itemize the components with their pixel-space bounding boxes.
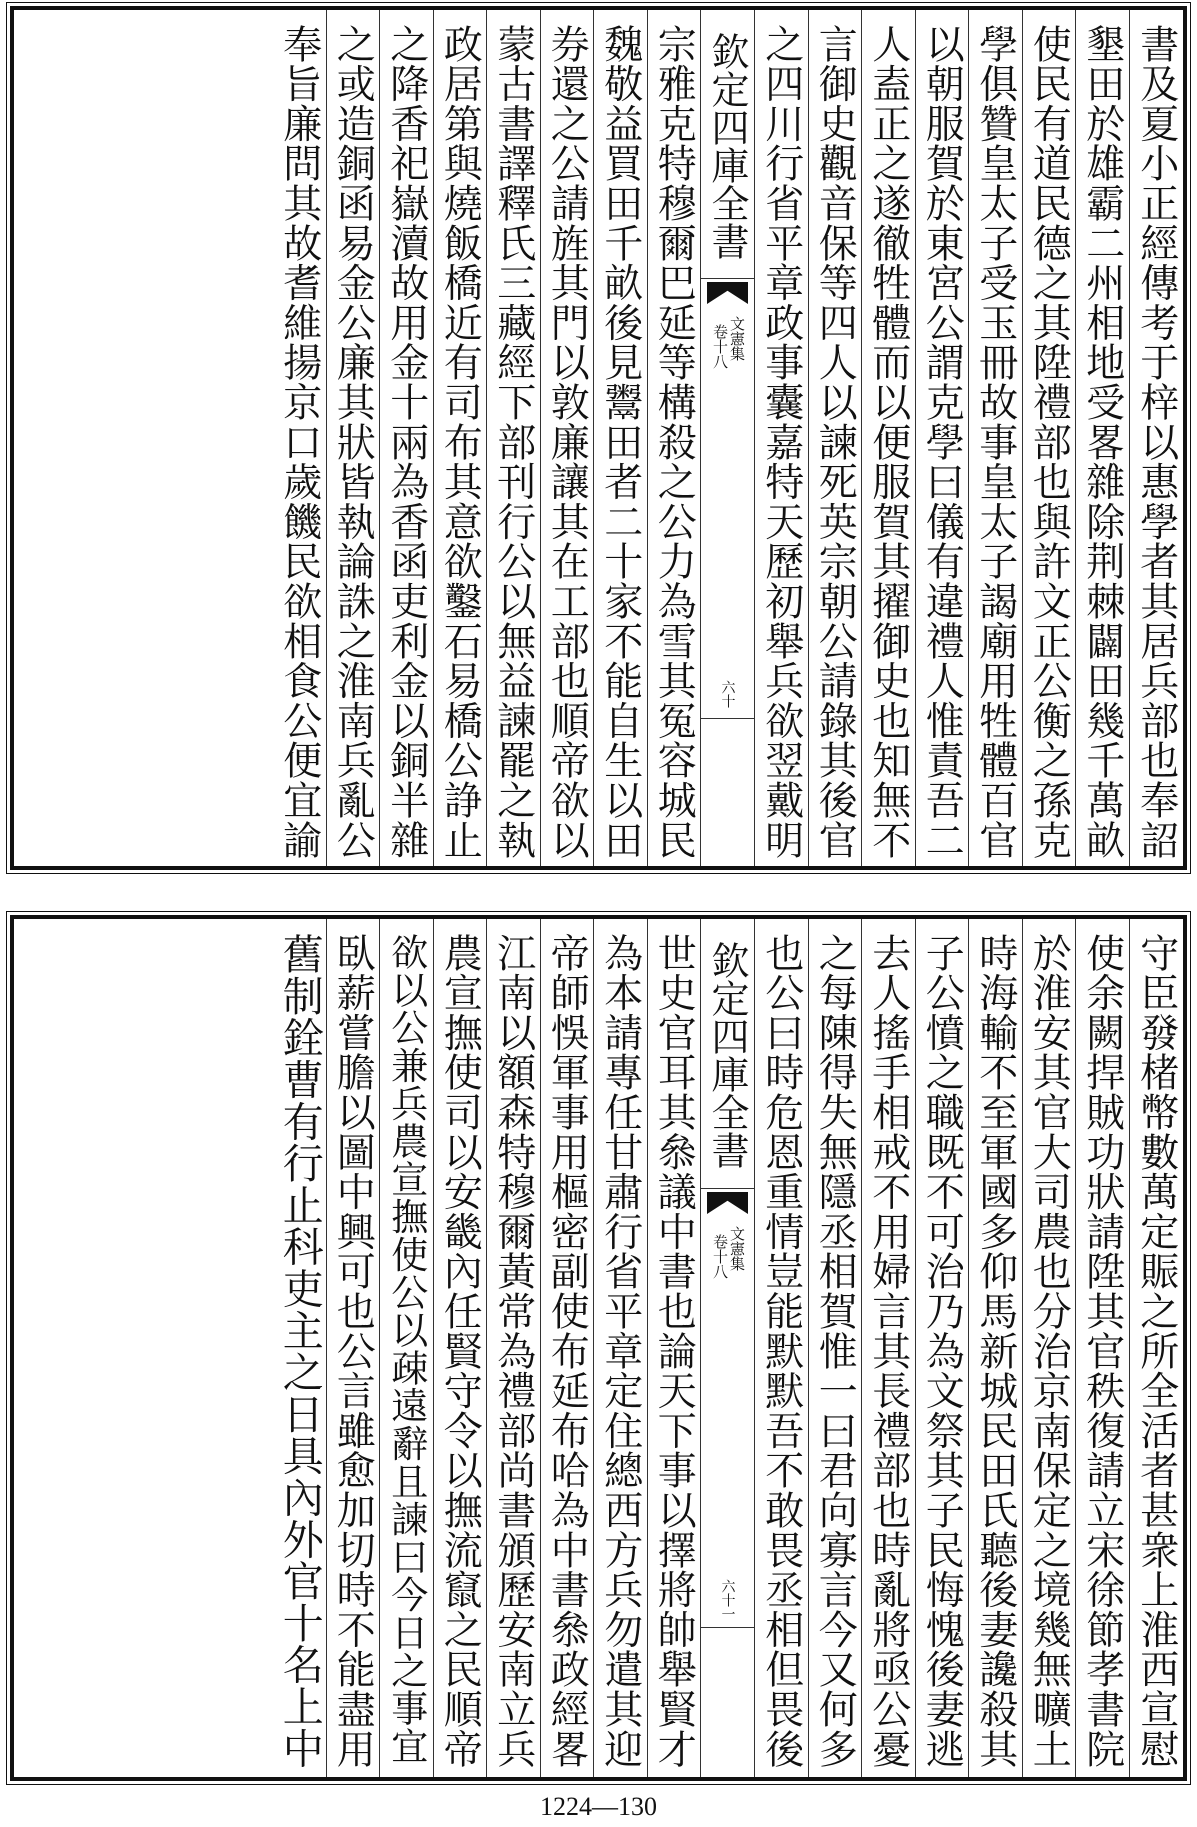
column-text: 守臣發楮幣數萬定賑之所全活者甚衆上淮西宣慰: [1133, 933, 1179, 1769]
column-text: 之每陳得失無隱丞相賀惟一曰君向寡言今又何多: [812, 933, 858, 1769]
text-column: [1023, 919, 1077, 1777]
center-title: 欽定四庫全書: [705, 941, 749, 1169]
text-column: [1130, 10, 1184, 866]
center-page-number: 六十一: [719, 1579, 736, 1621]
center-volume: 卷十八: [711, 324, 729, 369]
text-column: [755, 919, 809, 1777]
text-column: [1076, 10, 1130, 866]
text-column: [380, 919, 434, 1777]
column-text: 之四川行省平章政事囊嘉特天歷初舉兵欲翌戴明: [758, 24, 804, 860]
text-column: [541, 919, 595, 1777]
column-text: 使民有道民德之其陞禮部也與許文正公衡之孫克: [1026, 24, 1072, 860]
column-text: 墾田於雄霸二州相地受畧雜除荆棘闢田幾千萬畝: [1079, 24, 1125, 860]
text-column: [809, 10, 863, 866]
center-fold-column: [701, 919, 755, 1777]
text-column: [1130, 919, 1184, 1777]
text-column: [594, 10, 648, 866]
column-text: 於淮安其官大司農也分治京南保定之境幾無曠土: [1026, 933, 1072, 1769]
center-divider: [701, 718, 754, 719]
fish-tail-icon: [707, 282, 748, 304]
text-column: [434, 919, 488, 1777]
column-text: 政居第與燒飯橋近有司布其意欲鑿石易橋公諍止: [437, 24, 483, 860]
text-column: [273, 10, 327, 866]
column-text: 學俱贊皇太子受玉冊故事皇太子謁廟用牲體百官: [972, 24, 1018, 860]
column-text: 農宣撫使司以安畿內任賢守令以撫流竄之民順帝: [437, 933, 483, 1769]
text-column: [862, 919, 916, 1777]
center-fold-column: [701, 10, 755, 866]
text-column: [380, 10, 434, 866]
top-page-frame: [10, 6, 1187, 870]
column-text: 為本請專任甘肅行省平章定住總西方兵勿遣其迎: [597, 933, 643, 1769]
top-page-columns: [14, 10, 1183, 866]
fish-tail-icon: [707, 1192, 748, 1214]
column-text: 之或造銅函易金公廉其狀皆執論誅之淮南兵亂公: [330, 24, 376, 860]
center-title: 欽定四庫全書: [705, 32, 749, 260]
column-text: 時海輸不至軍國多仰馬新城民田氏聽後妻讒殺其: [972, 933, 1018, 1769]
column-text: 蒙古書譯釋氏三藏經下部刊行公以無益諫罷之執: [490, 24, 536, 860]
text-column: [594, 919, 648, 1777]
column-text: 也公曰時危恩重情豈能默默吾不敢畏丞相但畏後: [758, 933, 804, 1769]
column-text: 魏敬益買田千畝後見鬻田者二十家不能自生以田: [597, 24, 643, 860]
bottom-page-columns: [14, 919, 1183, 1777]
text-column: [648, 919, 702, 1777]
column-text: 舊制銓曹有行止科吏主之日具內外官十名上中: [275, 933, 324, 1769]
column-text: 人盍正之遂徹牲體而以便服賀其擢御史也知無不: [865, 24, 911, 860]
column-text: 使余闕捍賊功狀請陞其官秩復請立宋徐節孝書院: [1079, 933, 1125, 1769]
page-number: 1224—130: [540, 1792, 657, 1821]
column-text: 宗雅克特穆爾巴延等構殺之公力為雪其冤容城民: [651, 24, 697, 860]
column-text: 欲以公兼兵農宣撫使公以疎遠辭且諫曰今日之事宜: [384, 933, 428, 1765]
text-column: [273, 919, 327, 1777]
text-column: [1076, 919, 1130, 1777]
center-divider: [701, 278, 754, 279]
text-column: [969, 919, 1023, 1777]
column-text: 奉旨廉問其故耆維揚京口歲饑民欲相食公便宜諭: [276, 24, 322, 860]
text-column: [541, 10, 595, 866]
column-text: 言御史觀音保等四人以諫死英宗朝公請錄其後官: [812, 24, 858, 860]
column-text: 券還之公請旌其門以敦廉讓其在工部也順帝欲以: [544, 24, 590, 860]
text-column: [327, 919, 381, 1777]
text-column: [809, 919, 863, 1777]
text-column: [755, 10, 809, 866]
center-volume: 卷十八: [711, 1234, 729, 1279]
center-book-title: 文憲集: [728, 1226, 746, 1271]
column-text: 以朝服賀於東宮公謂克學曰儀有違禮人惟責吾二: [919, 24, 965, 860]
column-text: 之降香祀嶽瀆故用金十兩為香函吏利金以銅半雜: [383, 24, 429, 860]
text-column: [327, 10, 381, 866]
text-column: [1023, 10, 1077, 866]
column-text: 世史官耳其叅議中書也論天下事以擇將帥舉賢才: [651, 933, 697, 1769]
column-text: 臥薪嘗膽以圖中興可也公言雖愈加切時不能盡用: [330, 933, 376, 1769]
text-column: [916, 919, 970, 1777]
center-page-number: 六十: [719, 680, 736, 708]
column-text: 子公憤之職既不可治乃為文祭其子民悔愧後妻逃: [919, 933, 965, 1769]
column-text: 江南以額森特穆爾黃常為禮部尚書頒歷安南立兵: [490, 933, 536, 1769]
text-column: [648, 10, 702, 866]
text-column: [969, 10, 1023, 866]
center-divider: [701, 1188, 754, 1189]
column-text: 帝師悞軍事用樞密副使布延布哈為中書叅政經畧: [544, 933, 590, 1769]
text-column: [487, 919, 541, 1777]
column-text: 書及夏小正經傳考于梓以惠學者其居兵部也奉詔: [1133, 24, 1179, 860]
text-column: [862, 10, 916, 866]
column-text: 去人搖手相戒不用婦言其長禮部也時亂將亟公憂: [865, 933, 911, 1769]
text-column: [434, 10, 488, 866]
center-book-title: 文憲集: [728, 316, 746, 361]
center-divider: [701, 1627, 754, 1628]
text-column: [916, 10, 970, 866]
bottom-page-frame: [10, 915, 1187, 1781]
text-column: [487, 10, 541, 866]
